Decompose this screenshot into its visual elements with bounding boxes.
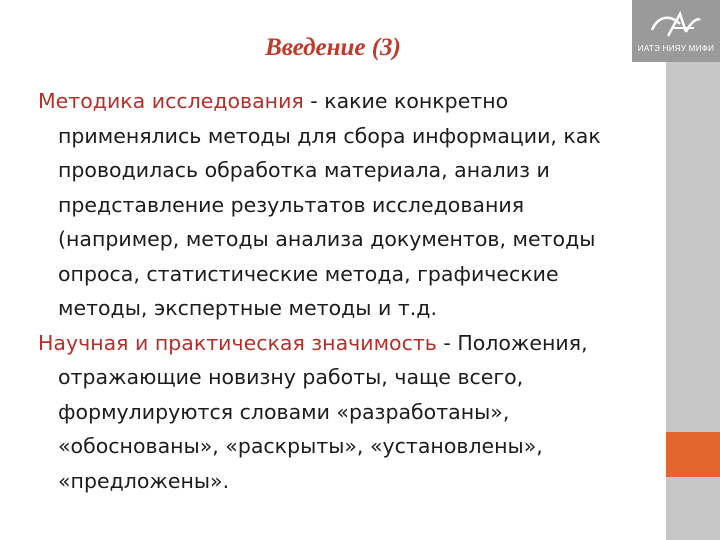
paragraph-methodology: [38, 84, 648, 326]
paragraph-text: Положения, отражающие новизну работы, чаще всего, формулируются словами «разработаны», «обоснованы», «раскрыты», «установлены», «предложены».: [58, 330, 588, 493]
paragraph-text: какие конкретно применялись методы для сбора информации, как проводилась обработка материала, анализ и представление результатов исследования (например, методы анализа документов, методы опроса, статистические метода, графические методы, экспертные методы и т.д.: [58, 89, 601, 320]
paragraph-heading: Научная и практическая значимость: [38, 330, 437, 355]
paragraph-heading: Методика исследования: [38, 89, 304, 113]
logo-caption: ИАТЭ НИЯУ МИФИ: [637, 44, 715, 53]
paragraph-significance: [38, 326, 648, 499]
slide-body: [38, 84, 648, 498]
slide-title: Введение (3): [265, 34, 401, 61]
paragraph-separator: -: [303, 89, 325, 113]
sidebar-accent-block: [666, 432, 720, 477]
paragraph-separator: -: [436, 330, 458, 355]
